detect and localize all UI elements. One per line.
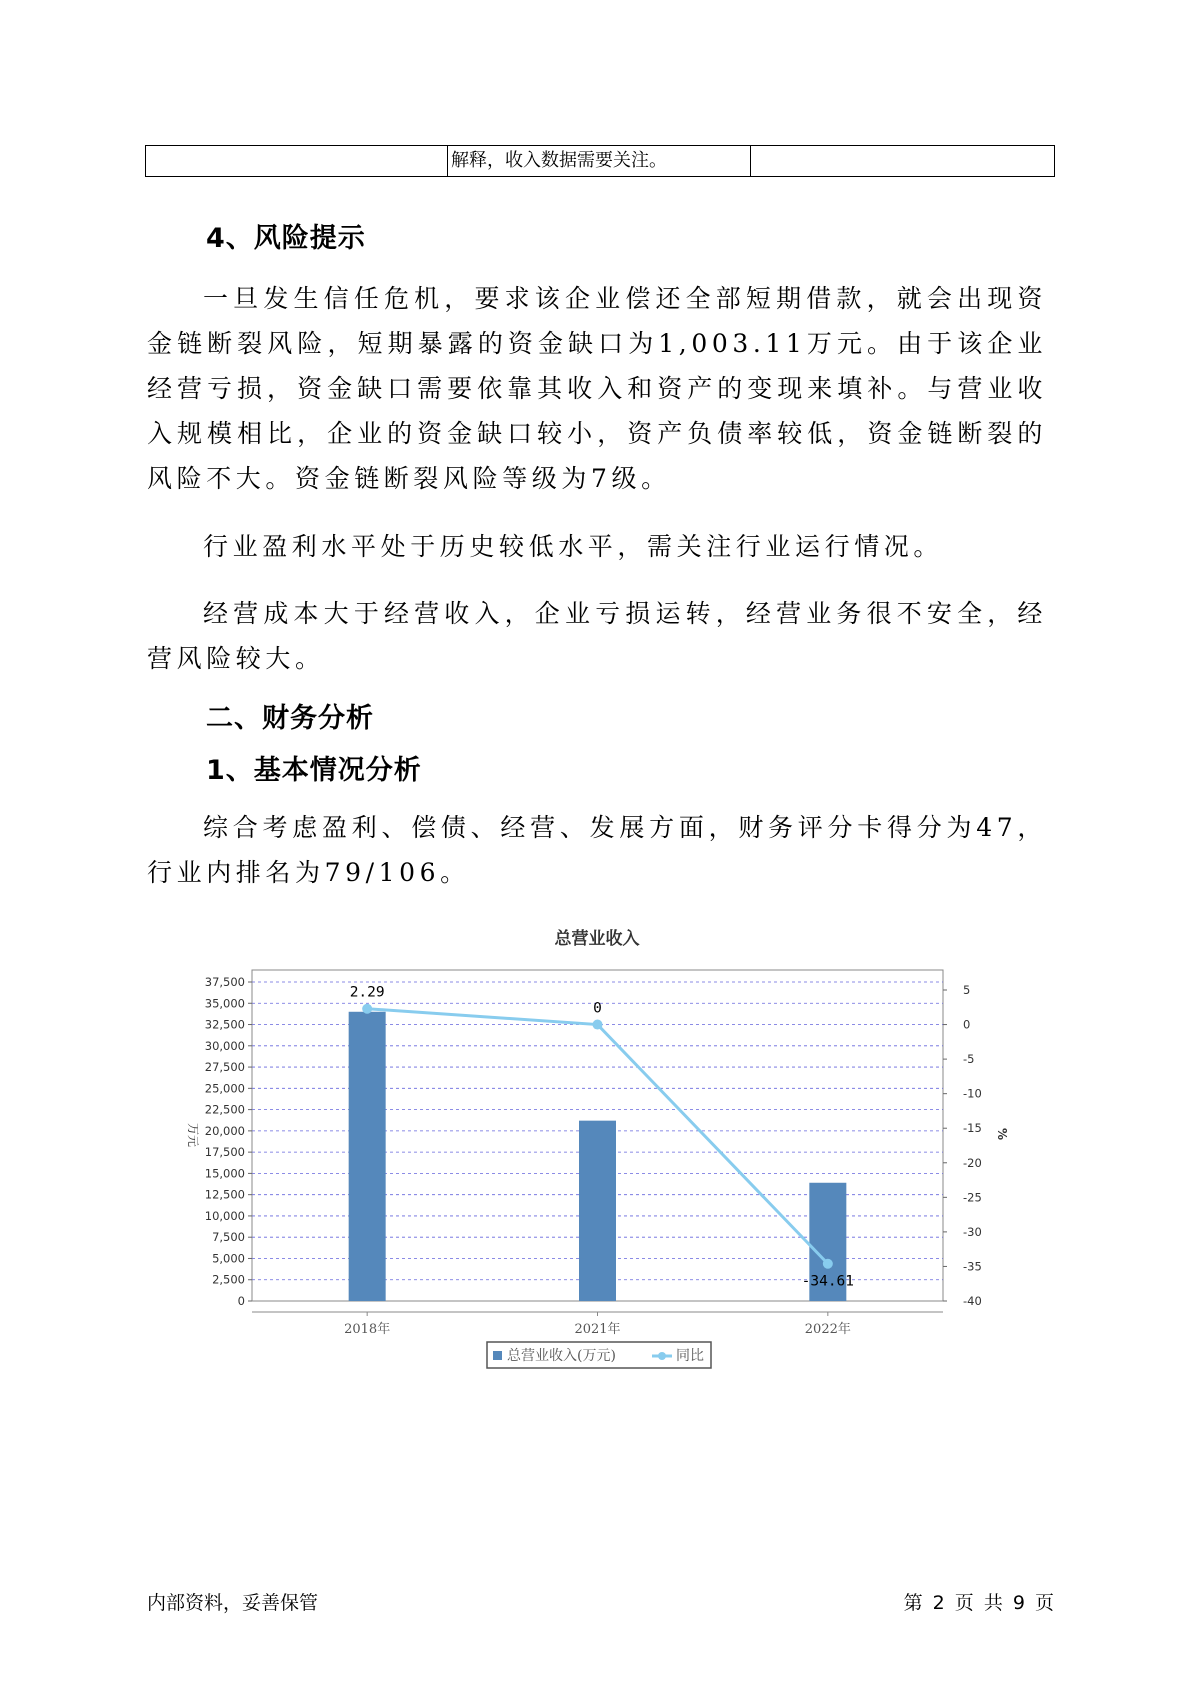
yoy-point: [593, 1020, 603, 1030]
x-tick-label: 2022年: [804, 1322, 851, 1337]
risk-paragraph-3: 经营成本大于经营收入，企业亏损运转，经营业务很不安全，经营风险较大。: [147, 599, 1047, 673]
risk-paragraph-1: 一旦发生信任危机，要求该企业偿还全部短期借款，就会出现资金链断裂风险，短期暴露的资金缺口为1,003.11万元。由于该企业经营亏损，资金缺口需要依靠其收入和资产的变现来填补。与营业收入规模相比，企业的资金缺口较小，资产负债率较低，资金链断裂的风险不大。资金链断裂风险等级为7级。: [147, 284, 1047, 493]
footer-left: 内部资料，妥善保管: [147, 1592, 319, 1614]
page-number: 第 2 页 共 9 页: [903, 1592, 1054, 1614]
right-tick-label: -35: [963, 1259, 982, 1274]
left-tick-label: 2,500: [212, 1272, 245, 1287]
right-tick-label: -15: [963, 1121, 982, 1136]
basic-paragraph-1: 综合考虑盈利、偿债、经营、发展方面，财务评分卡得分为47，行业内排名为79/106。: [147, 813, 1047, 887]
right-tick-label: -40: [963, 1294, 982, 1308]
yoy-data-label: -34.61: [801, 1273, 855, 1290]
table-cell-2: 解释，收入数据需要关注。: [448, 146, 751, 176]
table-cell-1: [146, 146, 448, 176]
yoy-point: [362, 1004, 372, 1014]
right-tick-label: -20: [963, 1155, 982, 1170]
left-tick-label: 12,500: [204, 1187, 245, 1202]
risk-heading: 4、风险提示: [206, 223, 366, 254]
right-tick-label: -25: [963, 1190, 982, 1205]
legend-line-marker: [658, 1352, 666, 1360]
left-tick-label: 20,000: [204, 1123, 245, 1138]
left-tick-label: 5,000: [212, 1251, 245, 1266]
legend-bar-label: 总营业收入(万元): [507, 1348, 616, 1364]
left-tick-label: 0: [237, 1294, 245, 1308]
right-tick-label: 5: [963, 983, 971, 997]
revenue-bar: [579, 1121, 616, 1301]
x-tick-label: 2018年: [344, 1322, 391, 1337]
table-cell-3: [751, 146, 1054, 176]
left-tick-label: 32,500: [204, 1017, 245, 1032]
yoy-point: [823, 1259, 833, 1269]
left-tick-label: 22,500: [204, 1102, 245, 1117]
left-tick-label: 25,000: [204, 1081, 245, 1096]
left-tick-label: 7,500: [212, 1230, 245, 1245]
left-tick-label: 35,000: [204, 996, 245, 1011]
financial-analysis-heading: 二、财务分析: [206, 703, 374, 734]
table-row: [145, 145, 1055, 177]
left-tick-label: 10,000: [204, 1208, 245, 1223]
x-tick-label: 2021年: [574, 1322, 621, 1337]
y-axis-left-label: 万元: [186, 1122, 200, 1148]
basic-analysis-heading: 1、基本情况分析: [206, 755, 422, 786]
left-tick-label: 15,000: [204, 1166, 245, 1181]
left-tick-label: 17,500: [204, 1145, 245, 1160]
revenue-bar: [349, 1012, 386, 1301]
right-tick-label: 0: [963, 1017, 971, 1032]
revenue-chart-svg: [160, 920, 1010, 1380]
left-tick-label: 27,500: [204, 1060, 245, 1075]
left-tick-label: 37,500: [204, 975, 245, 989]
yoy-data-label: 2.29: [349, 984, 385, 1001]
revenue-chart: [160, 920, 1010, 1380]
right-tick-label: -10: [963, 1086, 982, 1101]
right-tick-label: -5: [963, 1052, 975, 1067]
risk-paragraph-2: 行业盈利水平处于历史较低水平，需关注行业运行情况。: [203, 532, 944, 561]
chart-title: 总营业收入: [554, 929, 640, 949]
y-axis-right-label: %: [995, 1127, 1009, 1141]
left-tick-label: 30,000: [204, 1038, 245, 1053]
legend-line-label: 同比: [676, 1348, 704, 1364]
yoy-data-label: 0: [593, 1000, 602, 1017]
right-tick-label: -30: [963, 1224, 982, 1239]
legend-bar-swatch: [493, 1351, 502, 1360]
